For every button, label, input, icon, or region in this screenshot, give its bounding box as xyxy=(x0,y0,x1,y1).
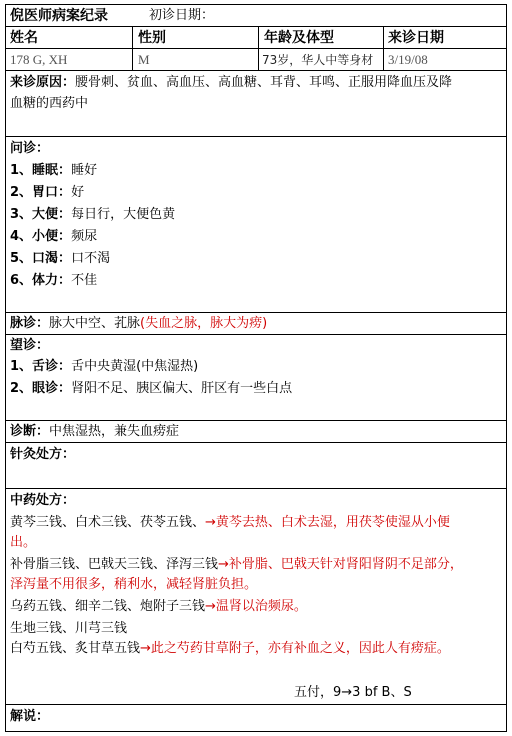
dosage-instructions: 五付，9→3 bf B、S xyxy=(294,685,412,700)
column-divider xyxy=(258,49,259,70)
item-label: 睡眠： xyxy=(32,163,72,178)
item-number: 4、 xyxy=(10,229,33,244)
item-number: 2、 xyxy=(10,185,33,200)
pulse-section xyxy=(6,313,506,335)
item-value: 频尿 xyxy=(71,229,98,244)
item-value: 舌中央黄湿(中焦湿热) xyxy=(71,359,199,374)
record-title: 倪医师病案纪录 xyxy=(10,8,108,24)
item-value: 好 xyxy=(71,185,85,200)
reason-text-1: 腰骨刺、贫血、高血压、高血糖、耳背、耳鸣、正服用降血压及降 xyxy=(75,75,453,90)
herbs-note-2: →补骨脂、巴戟天针对肾阳肾阴不足部分， xyxy=(218,557,463,572)
reason-line-1 xyxy=(10,73,452,93)
diagnosis-line xyxy=(10,422,179,442)
item-label: 口渴： xyxy=(32,251,72,266)
patient-sex-value: M xyxy=(138,52,150,67)
column-divider xyxy=(383,49,384,70)
herbal-line-5 xyxy=(10,597,307,617)
herbs-group-5: 白芍五钱、炙甘草五钱 xyxy=(10,641,141,656)
column-divider xyxy=(258,27,259,48)
patient-name-value: 178 G, XH xyxy=(10,52,68,67)
herbal-label: 中药处方： xyxy=(10,493,76,508)
herbal-line-3 xyxy=(10,555,463,575)
pulse-value: 脉大中空、芤脉 xyxy=(49,316,141,331)
inquiry-item-energy xyxy=(10,271,97,291)
herbs-group-2: 补骨脂三钱、巴戟天三钱、泽泻三钱 xyxy=(10,557,219,572)
item-number: 6、 xyxy=(10,273,33,288)
herbal-line-7 xyxy=(10,639,450,659)
inquiry-item-stool xyxy=(10,205,175,225)
item-value: 不佳 xyxy=(71,273,98,288)
herbs-note-2-cont: 泽泻量不用很多，稍利水，减轻肾脏负担。 xyxy=(10,577,258,592)
item-label: 小便： xyxy=(32,229,72,244)
pulse-note: (失血之脉，脉大为痨) xyxy=(140,316,268,331)
herbs-note-1-cont: 出。 xyxy=(10,535,37,550)
patient-age-build-value: 73岁，华人中等身材 xyxy=(262,53,374,67)
column-divider xyxy=(132,27,133,48)
item-label: 体力： xyxy=(32,273,72,288)
herbs-group-4: 生地三钱、川芎三钱 xyxy=(10,621,128,636)
acupuncture-section xyxy=(6,443,506,489)
herbal-line-1 xyxy=(10,513,450,533)
observation-item-eye xyxy=(10,379,292,399)
inquiry-item-sleep xyxy=(10,161,97,181)
item-label: 胃口： xyxy=(32,185,72,200)
inquiry-item-urine xyxy=(10,227,97,247)
item-value: 睡好 xyxy=(71,163,98,178)
diagnosis-section xyxy=(6,421,506,443)
diagnosis-value: 中焦湿热，兼失血痨症 xyxy=(49,424,180,439)
item-value: 口不渴 xyxy=(71,251,111,266)
herbs-note-5: →此之芍药甘草附子，亦有补血之义，因此人有痨症。 xyxy=(140,641,450,656)
record-header xyxy=(6,5,506,27)
column-divider xyxy=(132,49,133,70)
pulse-line xyxy=(10,314,267,334)
item-label: 大便： xyxy=(32,207,72,222)
info-table-values xyxy=(6,49,506,71)
reason-text-2: 血糖的西药中 xyxy=(10,96,89,111)
pulse-label: 脉诊： xyxy=(10,316,50,331)
item-number: 3、 xyxy=(10,207,33,222)
header-age-build: 年龄及体型 xyxy=(264,30,334,46)
item-number: 1、 xyxy=(10,359,33,374)
column-divider xyxy=(383,27,384,48)
item-number: 5、 xyxy=(10,251,33,266)
visit-date-value: 3/19/08 xyxy=(388,52,428,67)
acupuncture-label: 针灸处方： xyxy=(10,447,76,462)
herbs-group-3: 乌药五钱、细辛二钱、炮附子三钱 xyxy=(10,599,206,614)
herbs-note-3: →温肾以治频尿。 xyxy=(205,599,307,614)
inquiry-section xyxy=(6,137,506,313)
reason-label: 来诊原因： xyxy=(10,75,76,90)
inquiry-item-appetite xyxy=(10,183,84,203)
header-visit-date: 来诊日期 xyxy=(388,30,444,46)
explanation-section xyxy=(6,705,506,731)
diagnosis-label: 诊断： xyxy=(10,424,50,439)
item-label: 眼诊： xyxy=(32,381,72,396)
first-visit-date-label: 初诊日期： xyxy=(149,8,215,23)
item-label: 舌诊： xyxy=(32,359,72,374)
explanation-label: 解说： xyxy=(10,709,50,724)
reason-section xyxy=(6,71,506,137)
observation-label: 望诊： xyxy=(10,338,50,353)
header-name: 姓名 xyxy=(10,30,38,46)
observation-section xyxy=(6,335,506,421)
herbs-note-1: →黄芩去热、白术去湿，用茯苓使湿从小便 xyxy=(205,515,450,530)
header-sex: 性别 xyxy=(138,30,166,46)
item-number: 1、 xyxy=(10,163,33,178)
item-value: 肾阳不足、胰区偏大、肝区有一些白点 xyxy=(71,381,293,396)
observation-item-tongue xyxy=(10,357,198,377)
item-value: 每日行，大便色黄 xyxy=(71,207,176,222)
medical-record-page xyxy=(5,4,507,732)
inquiry-item-thirst xyxy=(10,249,110,269)
item-number: 2、 xyxy=(10,381,33,396)
herbal-section xyxy=(6,489,506,705)
inquiry-label: 问诊： xyxy=(10,141,50,156)
info-table-header xyxy=(6,27,506,49)
herbs-group-1: 黄芩三钱、白术三钱、茯苓五钱、 xyxy=(10,515,206,530)
